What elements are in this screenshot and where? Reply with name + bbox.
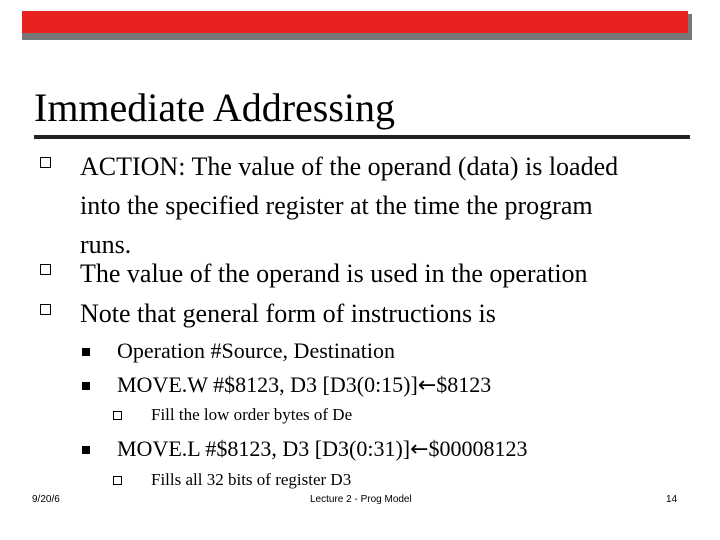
hollow-square-bullet-icon <box>40 264 51 275</box>
bullet-value-used <box>80 254 588 293</box>
filled-square-bullet-icon <box>82 348 90 356</box>
move-w-value: $8123 <box>436 372 492 397</box>
sub-bullet-operation <box>117 336 395 366</box>
top-accent-bar <box>22 11 688 33</box>
move-l-text: MOVE.L #$8123, D3 [D3(0:31)] <box>117 436 411 461</box>
hollow-square-bullet-icon <box>40 304 51 315</box>
move-w-text: MOVE.W #$8123, D3 [D3(0:15)] <box>117 372 418 397</box>
bullet-line: ACTION: The value of the operand (data) is loaded <box>80 152 619 181</box>
bullet-general-form <box>80 294 496 333</box>
hollow-square-bullet-icon <box>113 411 122 420</box>
footer-date: 9/20/6 <box>32 494 60 505</box>
slide-title: Immediate Addressing <box>34 85 396 130</box>
hollow-square-bullet-icon <box>113 476 122 485</box>
bullet-line: Note that general form of instructions is <box>80 299 496 328</box>
sub-sub-bullet-all-bits <box>151 469 351 491</box>
bullet-line: The value of the operand is used in the operation <box>80 259 588 288</box>
filled-square-bullet-icon <box>82 446 90 454</box>
bullet-action <box>80 147 618 264</box>
low-bytes-note: Fill the low order bytes of De <box>151 405 353 424</box>
bullet-line: runs. <box>80 230 132 259</box>
top-bar-shadow-bottom <box>22 33 692 40</box>
filled-square-bullet-icon <box>82 382 90 390</box>
footer-page-number: 14 <box>666 494 678 505</box>
bullet-line: into the specified register at the time the program <box>80 191 593 220</box>
operation-text: Operation #Source, Destination <box>117 338 395 363</box>
left-arrow-icon: ← <box>410 437 429 462</box>
all-bits-note: Fills all 32 bits of register D3 <box>151 470 352 489</box>
left-arrow-icon: ← <box>417 373 437 398</box>
hollow-square-bullet-icon <box>40 157 51 168</box>
footer-title: Lecture 2 - Prog Model <box>310 494 412 505</box>
sub-bullet-move-w <box>117 370 491 401</box>
title-underline <box>34 135 690 139</box>
sub-bullet-move-l <box>117 434 528 465</box>
sub-sub-bullet-low-bytes <box>151 404 352 426</box>
move-l-value: $00008123 <box>428 436 528 461</box>
